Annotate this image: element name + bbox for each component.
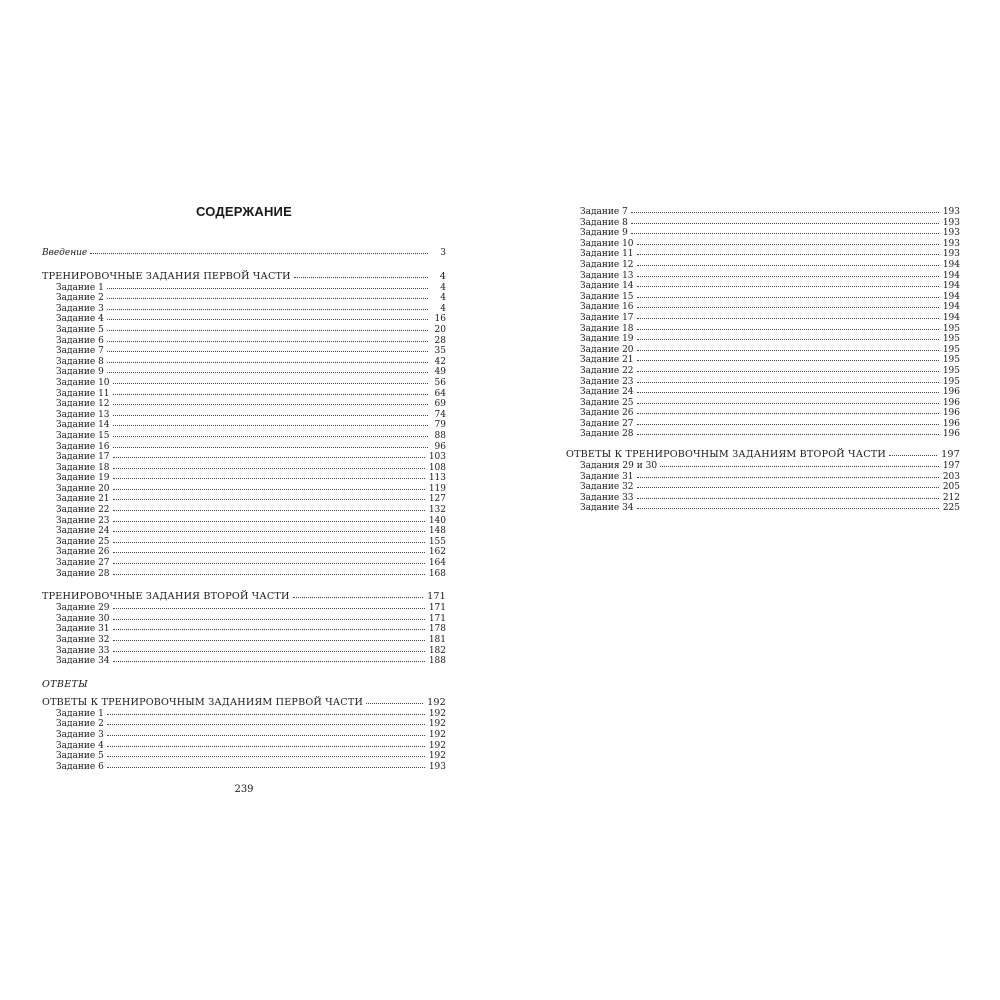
toc-entry[interactable] [42, 431, 446, 442]
toc-entry[interactable] [566, 228, 960, 239]
dot-leader [107, 341, 428, 342]
entry-label: Задание 12 [56, 399, 110, 410]
entry-page: 193 [942, 207, 960, 217]
dot-leader [113, 521, 425, 522]
entry-label: Задание 3 [56, 303, 104, 314]
dot-leader [637, 403, 939, 404]
entry-page: 164 [428, 558, 446, 569]
toc-entry[interactable] [42, 516, 446, 527]
entry-label: Задание 8 [580, 217, 628, 228]
toc-entry[interactable] [42, 442, 446, 453]
dot-leader [113, 619, 425, 620]
dot-leader [90, 253, 428, 254]
toc-entry[interactable] [42, 603, 446, 614]
entry-label: Задание 26 [580, 408, 634, 419]
entry-page: 155 [428, 536, 446, 547]
toc-entry[interactable] [42, 614, 446, 625]
entry-label: Задание 13 [580, 270, 634, 281]
entry-page: 181 [428, 635, 446, 645]
toc-entry[interactable] [566, 408, 960, 419]
toc-entry[interactable] [42, 420, 446, 431]
entry-page: 103 [428, 452, 446, 463]
entry-page: 192 [428, 740, 446, 751]
dot-leader [113, 499, 425, 500]
entry-label: Задание 16 [56, 441, 110, 452]
dot-leader [107, 298, 428, 299]
dot-leader [113, 489, 425, 490]
dot-leader [637, 508, 939, 509]
dot-leader [637, 307, 939, 308]
section-label: ОТВЕТЫ К ТРЕНИРОВОЧНЫМ ЗАДАНИЯМ ВТОРОЙ ЧАСТИ [566, 449, 886, 461]
entry-page: 196 [942, 397, 960, 408]
toc-entry[interactable] [42, 751, 446, 762]
toc-entry[interactable] [566, 503, 960, 514]
dot-leader [637, 371, 939, 372]
entry-page: 74 [434, 409, 446, 420]
section-label: ТРЕНИРОВОЧНЫЕ ЗАДАНИЯ ПЕРВОЙ ЧАСТИ [42, 270, 291, 282]
dot-leader [113, 542, 425, 543]
dot-leader [107, 351, 428, 352]
toc-entry[interactable] [42, 325, 446, 336]
section-page: 4 [439, 270, 446, 282]
toc-entry[interactable] [42, 367, 446, 378]
entry-label: Задание 20 [580, 344, 634, 355]
entry-label: Задание 17 [580, 312, 634, 323]
dot-leader [637, 360, 939, 361]
entry-label: Задание 18 [580, 323, 634, 334]
dot-leader [631, 233, 939, 234]
toc-entry[interactable] [566, 419, 960, 430]
page-number: 239 [234, 784, 254, 796]
dot-leader [113, 457, 425, 458]
toc-section-part1[interactable] [42, 271, 446, 283]
entry-label: Задание 28 [56, 568, 110, 579]
entry-page: 96 [434, 441, 446, 452]
entry-page: 69 [434, 399, 446, 410]
entry-page: 162 [428, 547, 446, 558]
dot-leader [107, 724, 425, 725]
dot-leader [637, 297, 939, 298]
toc-entry-intro[interactable] [42, 248, 446, 259]
entry-label: Задание 20 [56, 483, 110, 494]
entry-page: 56 [434, 377, 446, 388]
toc-entry[interactable] [42, 526, 446, 537]
toc-entry[interactable] [42, 741, 446, 752]
toc-entry[interactable] [42, 719, 446, 730]
entry-page: 171 [428, 603, 446, 614]
entry-page: 194 [942, 270, 960, 281]
toc-entry[interactable] [42, 762, 446, 773]
entry-page: 212 [942, 492, 960, 503]
entry-label: Задание 27 [580, 418, 634, 429]
entry-label: Задание 32 [580, 482, 634, 493]
entry-label: Задание 12 [580, 259, 634, 270]
entry-label: Задание 21 [56, 494, 110, 505]
toc-entry[interactable] [42, 494, 446, 505]
toc-entry[interactable] [566, 377, 960, 388]
entry-page: 195 [942, 334, 960, 345]
dot-leader [107, 756, 425, 757]
entry-page: 197 [942, 461, 960, 472]
dot-leader [637, 329, 939, 330]
entry-label: Задание 24 [580, 387, 634, 398]
dot-leader [113, 629, 425, 630]
entry-label: Задание 22 [580, 365, 634, 376]
toc-entry[interactable] [42, 283, 446, 294]
entry-label: Задание 8 [56, 356, 104, 367]
entry-page: 171 [428, 613, 446, 624]
entry-label: Задания 29 и 30 [580, 461, 658, 472]
entry-label: Задание 4 [56, 740, 104, 751]
entry-page: 193 [942, 228, 960, 239]
entry-label: Задание 25 [56, 536, 110, 547]
entry-label: Задание 22 [56, 505, 110, 516]
entry-page: 79 [434, 420, 446, 431]
dot-leader [631, 223, 939, 224]
entry-page: 182 [428, 645, 446, 656]
toc-entry[interactable] [566, 398, 960, 409]
entry-page: 194 [942, 259, 960, 270]
entry-label: Задание 5 [56, 324, 104, 335]
section-page: 192 [427, 696, 446, 708]
dot-leader [113, 531, 425, 532]
toc-entry[interactable] [566, 207, 960, 218]
entry-label: Задание 21 [580, 355, 634, 366]
dot-leader [113, 510, 425, 511]
entry-page: 193 [942, 217, 960, 228]
answers-part1-continued-list [566, 207, 960, 440]
answers-part1-list [42, 709, 446, 773]
dot-leader [113, 608, 425, 609]
entry-label: Задание 33 [580, 492, 634, 503]
toc-entry[interactable] [42, 389, 446, 400]
dot-leader [113, 383, 428, 384]
entry-page: 113 [428, 473, 446, 484]
toc-entry[interactable] [566, 461, 960, 472]
dot-leader [107, 767, 425, 768]
dot-leader [294, 277, 428, 278]
entry-page: 178 [428, 624, 446, 635]
dot-leader [113, 415, 428, 416]
answers-heading: ОТВЕТЫ [42, 678, 88, 690]
dot-leader [637, 477, 939, 478]
dot-leader [113, 552, 425, 553]
toc-entry[interactable] [42, 410, 446, 421]
entry-label: Задание 31 [56, 624, 110, 635]
entry-page: 195 [942, 365, 960, 376]
toc-entry[interactable] [42, 463, 446, 474]
entry-label: Задание 31 [580, 471, 634, 482]
dot-leader [637, 434, 939, 435]
entry-label: Задание 32 [56, 635, 110, 645]
dot-leader [637, 392, 939, 393]
toc-entry[interactable] [42, 304, 446, 315]
entry-label: Задание 7 [580, 207, 628, 217]
entry-label: Задание 25 [580, 397, 634, 408]
entry-page: 140 [428, 515, 446, 526]
entry-label: Задание 23 [56, 515, 110, 526]
entry-page: 16 [434, 314, 446, 325]
dot-leader [637, 487, 939, 488]
dot-leader [660, 466, 939, 467]
entry-label: Задание 15 [56, 430, 110, 441]
toc-entry[interactable] [42, 709, 446, 720]
entry-label: Задание 1 [56, 708, 104, 719]
entry-page: 194 [942, 281, 960, 292]
dot-leader [293, 597, 424, 598]
entry-page: 195 [942, 323, 960, 334]
dot-leader [637, 254, 939, 255]
toc-entry[interactable] [42, 656, 446, 667]
entry-label: Задание 4 [56, 314, 104, 325]
toc-entry[interactable] [566, 482, 960, 493]
entry-page: 35 [434, 346, 446, 357]
toc-section-part2[interactable] [42, 591, 446, 603]
entry-page: 225 [942, 503, 960, 514]
dot-leader [113, 640, 425, 641]
entry-label: Задание 15 [580, 291, 634, 302]
toc-entry[interactable] [566, 313, 960, 324]
toc-entry[interactable] [42, 346, 446, 357]
entry-label: Задание 11 [580, 249, 634, 260]
toc-entry[interactable] [42, 646, 446, 657]
dot-leader [107, 372, 428, 373]
entry-label: Задание 1 [56, 282, 104, 293]
toc-entry[interactable] [42, 336, 446, 347]
right-page [566, 207, 960, 514]
entry-label: Задание 10 [580, 238, 634, 249]
entry-page: 28 [434, 335, 446, 346]
dot-leader [107, 309, 428, 310]
entry-label: Задание 14 [56, 420, 110, 431]
entry-page: 49 [434, 367, 446, 378]
entry-label: Задание 27 [56, 558, 110, 569]
entry-page: 3 [440, 248, 446, 258]
section-label: ОТВЕТЫ К ТРЕНИРОВОЧНЫМ ЗАДАНИЯМ ПЕРВОЙ ЧАСТИ [42, 696, 364, 708]
entry-label: Введение [42, 248, 88, 258]
toc-section-answers-part2[interactable] [566, 449, 960, 461]
entry-label: Задание 9 [56, 367, 104, 378]
toc-entry[interactable] [566, 302, 960, 313]
toc-entry[interactable] [566, 472, 960, 483]
entry-label: Задание 29 [56, 603, 110, 614]
entry-label: Задание 2 [56, 293, 104, 304]
dot-leader [107, 735, 425, 736]
entry-page: 88 [434, 430, 446, 441]
dot-leader [637, 350, 939, 351]
entry-label: Задание 19 [580, 334, 634, 345]
entry-page: 195 [942, 344, 960, 355]
dot-leader [637, 265, 939, 266]
answers-part2-list [566, 461, 960, 514]
entry-label: Задание 7 [56, 346, 104, 357]
left-page [42, 204, 446, 795]
toc-entry[interactable] [42, 505, 446, 516]
toc-entry[interactable] [42, 730, 446, 741]
entry-label: Задание 34 [580, 503, 634, 514]
toc-entry[interactable] [42, 635, 446, 646]
dot-leader [637, 498, 939, 499]
dot-leader [637, 424, 939, 425]
toc-entry[interactable] [566, 271, 960, 282]
toc-entry[interactable] [42, 484, 446, 495]
dot-leader [637, 382, 939, 383]
entry-label: Задание 2 [56, 719, 104, 730]
dot-leader [366, 703, 423, 704]
dot-leader [637, 413, 939, 414]
dot-leader [631, 212, 939, 213]
entry-page: 194 [942, 291, 960, 302]
toc-entry[interactable] [42, 558, 446, 569]
entry-page: 192 [428, 729, 446, 740]
entry-label: Задание 28 [580, 429, 634, 440]
toc-entry[interactable] [566, 249, 960, 260]
toc-entry[interactable] [42, 624, 446, 635]
entry-label: Задание 6 [56, 335, 104, 346]
dot-leader [107, 288, 428, 289]
entry-page: 195 [942, 355, 960, 366]
entry-page: 192 [428, 751, 446, 762]
entry-page: 196 [942, 429, 960, 440]
entry-label: Задание 17 [56, 452, 110, 463]
entry-label: Задание 3 [56, 729, 104, 740]
toc-entry[interactable] [566, 281, 960, 292]
entry-page: 193 [428, 761, 446, 772]
toc-entry[interactable] [566, 218, 960, 229]
toc-entry[interactable] [566, 493, 960, 504]
entry-label: Задание 24 [56, 526, 110, 537]
toc-entry[interactable] [566, 429, 960, 440]
section-page: 197 [941, 449, 960, 461]
entry-page: 108 [428, 462, 446, 473]
dot-leader [107, 746, 425, 747]
entry-page: 193 [942, 249, 960, 260]
dot-leader [637, 286, 939, 287]
entry-page: 148 [428, 526, 446, 537]
toc-entry[interactable] [566, 345, 960, 356]
entry-label: Задание 19 [56, 473, 110, 484]
entry-page: 168 [428, 568, 446, 579]
entry-label: Задание 34 [56, 656, 110, 667]
toc-entry[interactable] [566, 387, 960, 398]
toc-entry[interactable] [566, 324, 960, 335]
entry-label: Задание 26 [56, 547, 110, 558]
entry-page: 196 [942, 418, 960, 429]
toc-entry[interactable] [42, 569, 446, 580]
entry-label: Задание 10 [56, 377, 110, 388]
part2-task-list [42, 603, 446, 667]
section-page: 171 [427, 591, 446, 603]
toc-entry[interactable] [42, 473, 446, 484]
entry-page: 194 [942, 312, 960, 323]
entry-page: 193 [942, 238, 960, 249]
dot-leader [113, 651, 425, 652]
entry-page: 42 [434, 356, 446, 367]
entry-page: 194 [942, 302, 960, 313]
entry-label: Задание 16 [580, 302, 634, 313]
entry-page: 195 [942, 376, 960, 387]
dot-leader [113, 404, 428, 405]
toc-entry[interactable] [566, 292, 960, 303]
entry-page: 20 [434, 324, 446, 335]
toc-entry[interactable] [566, 334, 960, 345]
dot-leader [113, 447, 428, 448]
dot-leader [113, 425, 428, 426]
entry-label: Задание 5 [56, 751, 104, 762]
entry-page: 203 [942, 471, 960, 482]
dot-leader [637, 276, 939, 277]
toc-entry[interactable] [566, 355, 960, 366]
part1-task-list [42, 283, 446, 580]
toc-entry[interactable] [42, 357, 446, 368]
dot-leader [637, 339, 939, 340]
toc-title: СОДЕРЖАНИЕ [196, 204, 292, 219]
dot-leader [107, 362, 428, 363]
entry-label: Задание 33 [56, 645, 110, 656]
entry-page: 196 [942, 387, 960, 398]
toc-entry[interactable] [566, 260, 960, 271]
entry-page: 192 [428, 719, 446, 730]
entry-page: 4 [440, 303, 446, 314]
toc-entry[interactable] [42, 293, 446, 304]
entry-label: Задание 13 [56, 409, 110, 420]
entry-label: Задание 18 [56, 462, 110, 473]
toc-entry[interactable] [42, 452, 446, 463]
entry-page: 205 [942, 482, 960, 493]
toc-entry[interactable] [42, 314, 446, 325]
entry-page: 188 [428, 656, 446, 667]
dot-leader [113, 394, 428, 395]
dot-leader [113, 574, 425, 575]
toc-entry[interactable] [42, 399, 446, 410]
dot-leader [113, 436, 428, 437]
dot-leader [107, 319, 428, 320]
entry-page: 4 [440, 293, 446, 304]
entry-label: Задание 11 [56, 388, 110, 399]
entry-page: 196 [942, 408, 960, 419]
entry-page: 119 [428, 483, 446, 494]
dot-leader [889, 455, 937, 456]
section-label: ТРЕНИРОВОЧНЫЕ ЗАДАНИЯ ВТОРОЙ ЧАСТИ [42, 591, 290, 603]
dot-leader [113, 563, 425, 564]
entry-label: Задание 14 [580, 281, 634, 292]
entry-label: Задание 23 [580, 376, 634, 387]
entry-page: 64 [434, 388, 446, 399]
dot-leader [637, 318, 939, 319]
dot-leader [107, 330, 428, 331]
toc-section-answers-part1[interactable] [42, 697, 446, 709]
entry-label: Задание 30 [56, 613, 110, 624]
entry-page: 132 [428, 505, 446, 516]
toc-entry[interactable] [566, 239, 960, 250]
dot-leader [637, 244, 939, 245]
toc-entry[interactable] [566, 366, 960, 377]
dot-leader [113, 468, 425, 469]
entry-page: 127 [428, 494, 446, 505]
toc-entry[interactable] [42, 547, 446, 558]
entry-page: 4 [440, 282, 446, 293]
entry-label: Задание 6 [56, 761, 104, 772]
toc-entry[interactable] [42, 537, 446, 548]
toc-entry[interactable] [42, 378, 446, 389]
dot-leader [107, 714, 425, 715]
dot-leader [113, 478, 425, 479]
entry-page: 192 [428, 708, 446, 719]
dot-leader [113, 661, 425, 662]
entry-label: Задание 9 [580, 228, 628, 239]
